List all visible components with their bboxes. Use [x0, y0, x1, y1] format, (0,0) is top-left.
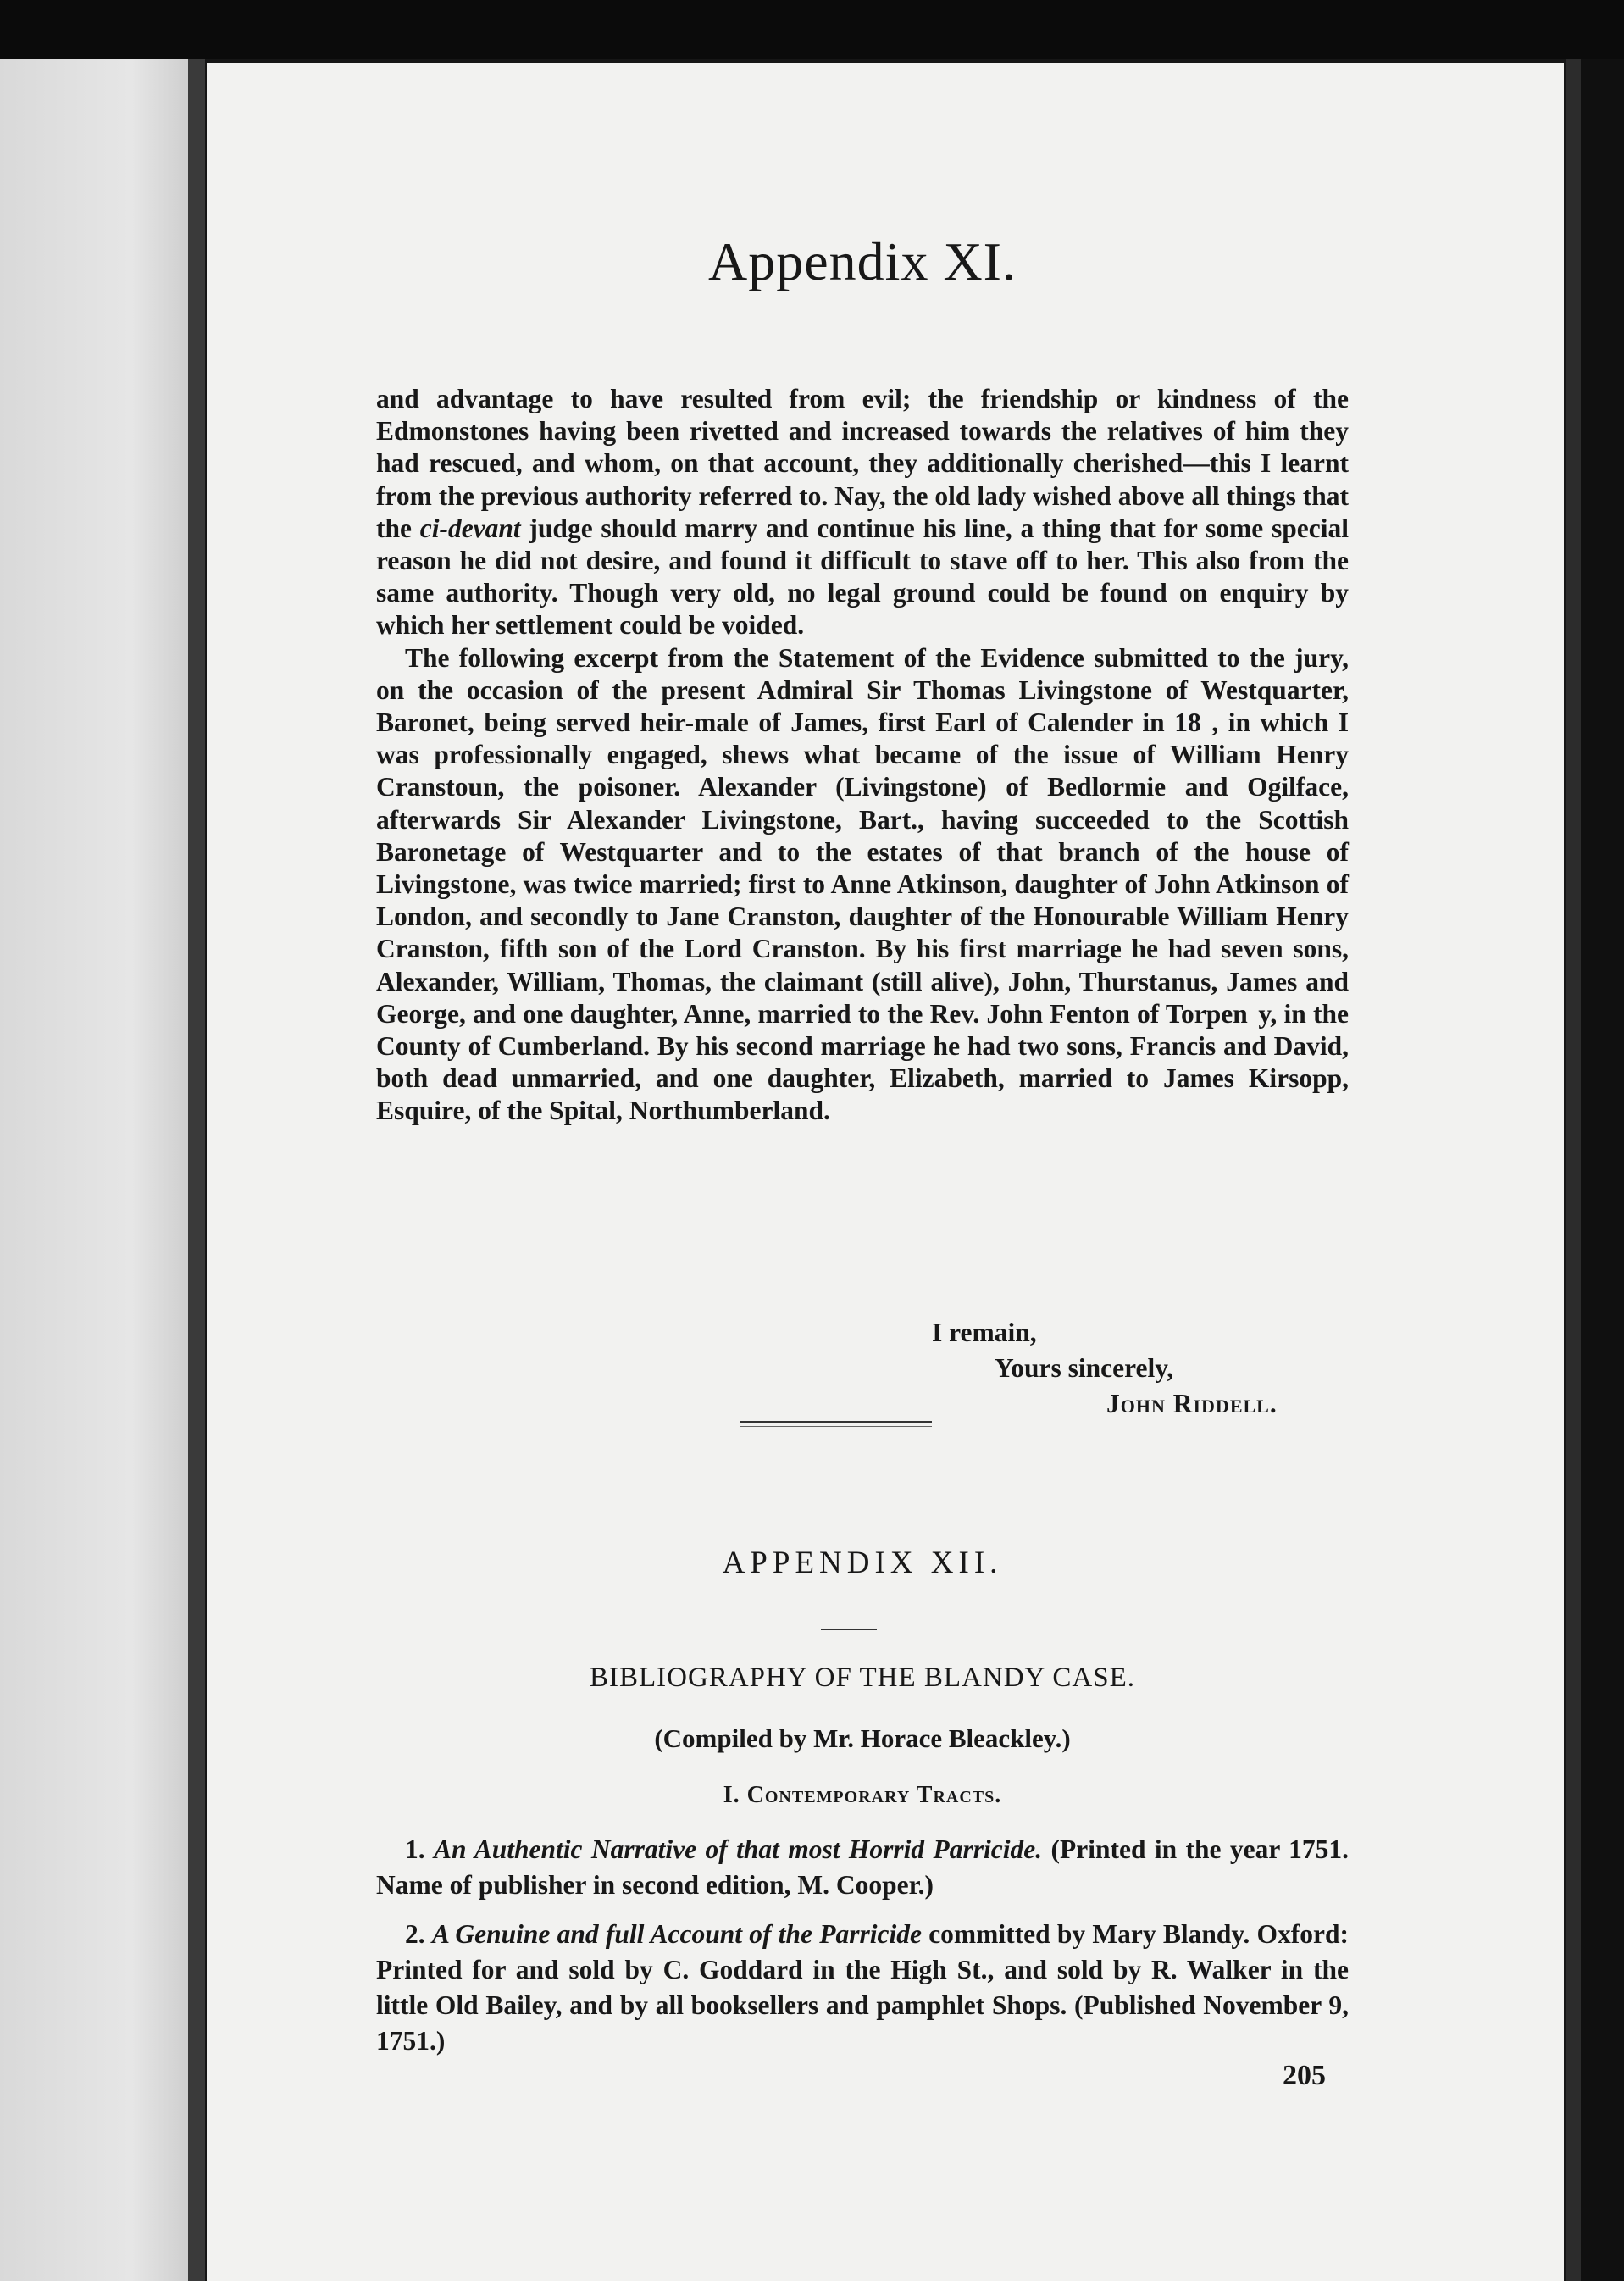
binding-shadow — [188, 59, 205, 2281]
entry-details: committed by Mary Blandy. Oxford: Printed for and sold by C. Goddard in the High St., and sold by R. Walker in the little Old Bailey, and by all booksellers and pamphlet Shops. (Published November 9, 1751.) — [376, 1919, 1350, 2056]
paragraph-1-italic: ci-devant — [419, 513, 521, 543]
bibliography-entry — [376, 1832, 1349, 1903]
bibliography-entry — [376, 1917, 1349, 2059]
signature: John Riddell. — [1106, 1389, 1278, 1418]
section-heading: I. Contemporary Tracts. — [723, 1782, 1002, 1808]
appendix-title: APPENDIX XII. — [722, 1546, 1003, 1580]
bibliography-subtitle: (Compiled by Mr. Horace Bleackley.) — [654, 1723, 1071, 1753]
letter-closing — [376, 1315, 1349, 1422]
entry-title: An Authentic Narrative of that most Horrid Parricide. — [434, 1834, 1043, 1864]
bibliography-title: BIBLIOGRAPHY OF THE BLANDY CASE. — [589, 1662, 1136, 1693]
title-rule — [821, 1629, 877, 1630]
page-edge-shadow — [1566, 59, 1581, 2281]
entry-details: (Printed in the year 1751. Name of publisher in second edition, M. Cooper.) — [376, 1834, 1349, 1900]
closing-line-sincerely: Yours sincerely, — [995, 1353, 1174, 1383]
entry-number: 2. — [405, 1919, 425, 1949]
paragraph-1-text-b: judge should marry and continue his line, a thing that for some special reason he did not desire, and found it difficult to stave off to her. This also from the same authority. Though very old, no legal ground could be found on enquiry by which her settlement could be voided. — [376, 513, 1349, 641]
entry-number: 1. — [405, 1834, 425, 1864]
scan-border-top — [0, 0, 1624, 59]
entry-title: A Genuine and full Account of the Parricide — [431, 1919, 922, 1949]
book-page — [207, 63, 1564, 2281]
page-number: 205 — [1283, 2060, 1326, 2091]
facing-page-edge — [0, 59, 188, 2281]
section-divider — [740, 1421, 932, 1427]
letter-body — [376, 383, 1349, 1128]
bibliography-entries — [376, 1832, 1349, 2073]
paragraph-1 — [376, 383, 1349, 642]
paragraph-2: The following excerpt from the Statement of the Evidence submitted to the jury, on the occasion of the present Admiral Sir Thomas Livingstone of Westquarter, Baronet, being served heir-male of James, first Earl of Calender in 18 , in which I was professionally engaged, shews what became of the issue of William Henry Cranstoun, the poisoner. Alexander (Livingstone) of Bedlormie and Ogilface, afterwards Sir Alexander Livingstone, Bart., having succeeded to the Scottish Baronetage of Westquarter and to the estates of that branch of the house of Livingstone, was twice married; first to Anne Atkinson, daughter of John Atkinson of London, and secondly to Jane Cranston, daughter of the Honourable William Henry Cranston, fifth son of the Lord Cranston. By his first marriage he had seven sons, Alexander, William, Thomas, the claimant (still alive), John, Thurstanus, James and George, and one daughter, Anne, married to the Rev. John Fenton of Torpen y, in the County of Cumberland. By his second marriage he had two sons, Francis and David, both dead unmarried, and one daughter, Elizabeth, married to James Kirsopp, Esquire, of the Spital, Northumberland. — [376, 642, 1349, 1126]
scan-border-right — [1581, 59, 1624, 2281]
closing-line-remain: I remain, — [932, 1318, 1037, 1347]
running-head: Appendix XI. — [708, 231, 1017, 291]
paragraph-1-text-a: and advantage to have resulted from evil; the friendship or kindness of the Edmonstones having been rivetted and increased towards the relatives of him they had rescued, and whom, on that account, they additionally cherished—this I learnt from the previous authority referred to. Nay, the old lady wished above all things that the — [376, 384, 1349, 543]
